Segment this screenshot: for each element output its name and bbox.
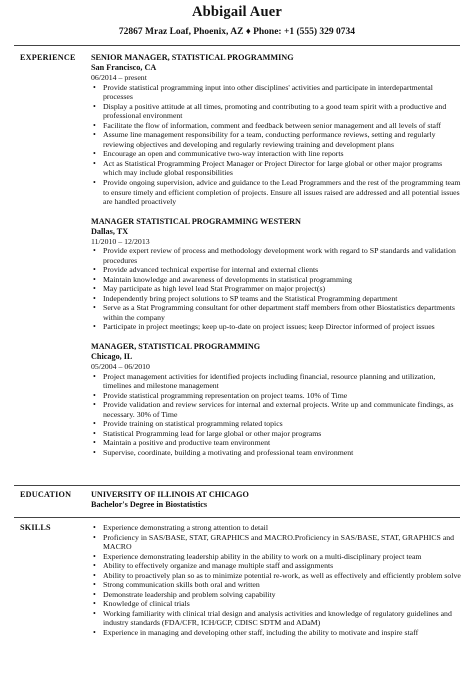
bullet-item: • Assume line management responsibility for a team, conducting performance reviews, setting and regularly reviewing objectives and developing and regularly reviewing training and development plans (103, 130, 463, 149)
bullet-item: • Provide advanced technical expertise for internal and external clients (103, 265, 463, 275)
bullet-item: • Statistical Programming lead for large global or other major programs (103, 429, 463, 439)
job-location: Dallas, TX (91, 226, 129, 236)
bullet-item: • Provide ongoing supervision, advice and guidance to the Lead Programmers and the rest of the programming team to ensure timely and efficient completion of projects. Ensure all issues raised are addressed and all potential issues are handled proactively (103, 178, 463, 207)
education-body (91, 490, 463, 510)
job-dates: 06/2014 – present (91, 73, 147, 82)
bullet-item: • Supervise, coordinate, building a motivating and professional team environment (103, 448, 463, 458)
job-title: MANAGER, STATISTICAL PROGRAMMING (91, 342, 261, 352)
skill-item: • Demonstrate leadership and problem solving capability (103, 590, 463, 600)
bullet-item: • Participate in project meetings; keep up-to-date on project issues; keep Director informed of project issues (103, 322, 463, 332)
candidate-name: Abbigail Auer (191, 4, 283, 20)
skill-item: • Strong communication skills both oral and written (103, 580, 463, 590)
bullet-item: • Act as Statistical Programming Project Manager or Project Director for large global or other major programs which may include global responsibilities (103, 159, 463, 178)
bullet-item: • Independently bring project solutions to SP teams and the Statistical Programming department (103, 294, 463, 304)
header-divider (14, 45, 460, 46)
job-bullets (91, 246, 463, 332)
skills-body (91, 523, 463, 638)
section-divider (14, 485, 460, 486)
bullet-item: • Provide training on statistical programming related topics (103, 419, 463, 429)
bullet-item: • Facilitate the flow of information, comment and feedback between senior management and all levels of staff (103, 121, 463, 131)
bullet-item: • Provide validation and review services for internal and external projects. Write up and communicate findings, as necessary. 30% of Time (103, 400, 463, 419)
bullet-item: • Serve as a Stat Programming consultant for other department staff members from other Biostatistics departments within the company (103, 303, 463, 322)
bullet-item: • May participate as high level lead Stat Programmer on major project(s) (103, 284, 463, 294)
experience-body (91, 53, 463, 457)
experience-heading: EXPERIENCE (20, 53, 76, 62)
job-bullets (91, 83, 463, 207)
job-dates: 05/2004 – 06/2010 (91, 362, 150, 372)
bullet-item: • Display a positive attitude at all times, promoting and contributing to a good team spirit with a productive and professional environment (103, 102, 463, 121)
skill-item: • Ability to proactively plan so as to minimize potential re-work, as well as effectively and efficiently problem solve (103, 571, 463, 581)
skill-item: • Experience demonstrating leadership ability in the ability to work on a multi-disciplinary project team (103, 552, 463, 562)
job-dates: 11/2010 – 12/2013 (91, 236, 150, 246)
skill-item: • Working familiarity with clinical trial design and analysis activities and knowledge of regulatory guidelines and industry standards (FDA/CFR, ICH/GCP, CDISC SDTM and ADaM) (103, 609, 463, 628)
skill-item: • Experience demonstrating a strong attention to detail (103, 523, 463, 533)
skill-item: • Proficiency in SAS/BASE, STAT, GRAPHICS and MACRO.Proficiency in SAS/BASE, STAT, GRAPHICS and MACRO (103, 533, 463, 552)
contact-line: 72867 Mraz Loaf, Phoenix, AZ ♦ Phone: +1 (555) 329 0734 (118, 27, 356, 37)
school-name: UNIVERSITY OF ILLINOIS AT CHICAGO (91, 490, 249, 499)
bullet-item: • Maintain a positive and productive team environment (103, 438, 463, 448)
skill-item: • Experience in managing and developing other staff, including the ability to motivate and inspire staff (103, 628, 463, 638)
bullet-item: • Provide statistical programming input into other disciplines' activities and participate in interdepartmental processes (103, 83, 463, 102)
skill-item: • Knowledge of clinical trials (103, 599, 463, 609)
job-title: SENIOR MANAGER, STATISTICAL PROGRAMMING (91, 53, 294, 62)
job-location: Chicago, IL (91, 352, 133, 362)
job-entry (91, 342, 463, 457)
job-title: MANAGER STATISTICAL PROGRAMMING WESTERN (91, 216, 301, 226)
bullet-item: • Provide statistical programming representation on project teams. 10% of Time (103, 391, 463, 401)
job-entry (91, 53, 463, 207)
skills-heading: SKILLS (20, 523, 51, 532)
bullet-item: • Encourage an open and communicative two-way interaction with line reports (103, 149, 463, 159)
skill-item: • Ability to effectively organize and manage multiple staff and assignments (103, 561, 463, 571)
degree: Bachelor's Degree in Biostatistics (91, 500, 208, 509)
skills-bullets (91, 523, 463, 638)
job-location: San Francisco, CA (91, 63, 157, 72)
bullet-item: • Project management activities for identified projects including financial, resource planning and utilization, timelines and milestone management (103, 372, 463, 391)
job-bullets (91, 372, 463, 458)
bullet-item: • Maintain knowledge and awareness of developments in statistical programming (103, 275, 463, 285)
section-divider (14, 517, 460, 518)
job-entry (91, 217, 463, 332)
bullet-item: • Provide expert review of process and methodology development work with regard to SP standards and validation procedures (103, 246, 463, 265)
education-heading: EDUCATION (20, 490, 72, 499)
